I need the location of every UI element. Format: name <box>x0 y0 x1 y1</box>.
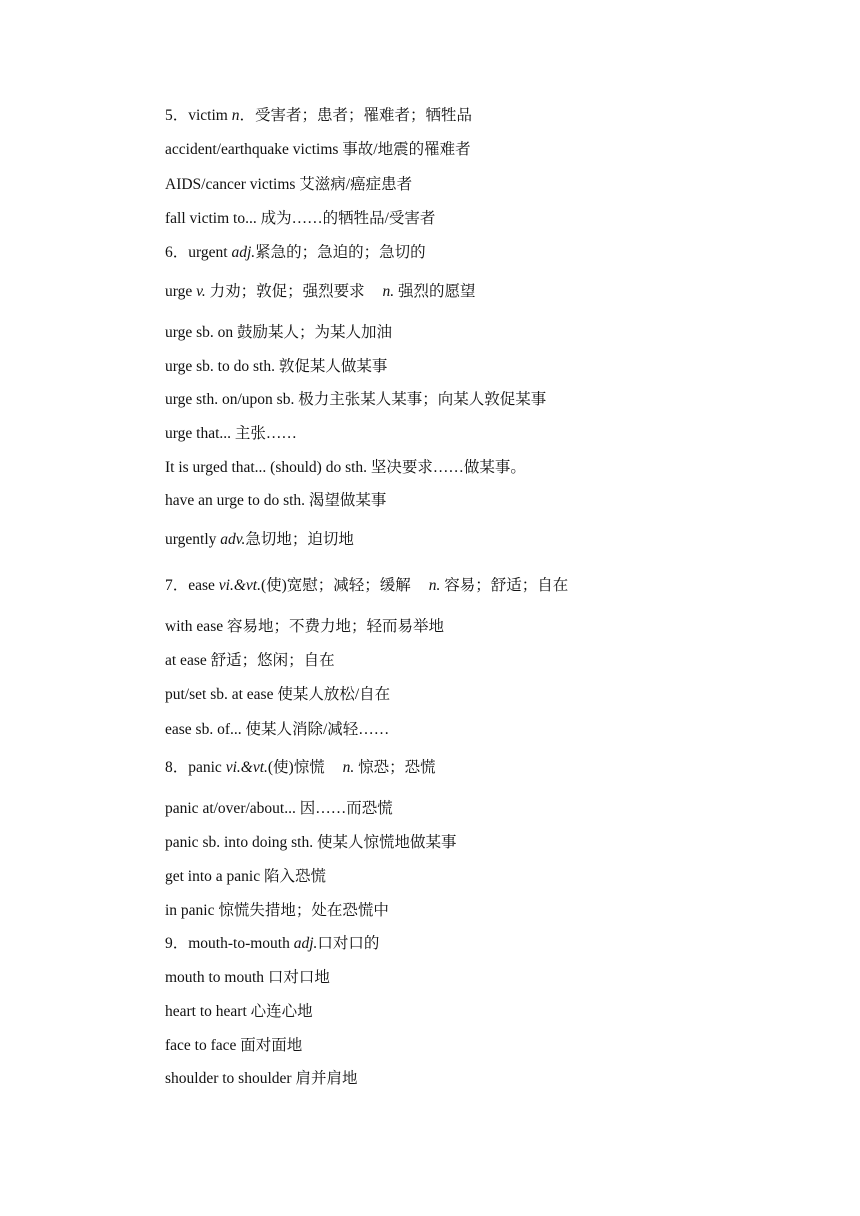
part-of-speech: adj. <box>231 244 256 261</box>
definition: 惊恐；恐慌 <box>358 759 436 776</box>
related-word: urgently <box>165 531 217 548</box>
example-line: in panic 惊慌失措地；处在恐慌中 <box>165 902 389 919</box>
definition: 容易；舒适；自在 <box>444 577 569 594</box>
entry-urgent-heading <box>165 242 426 264</box>
entry-ease-heading <box>165 575 568 597</box>
entry-panic-heading <box>165 757 436 779</box>
part-of-speech: vi.&vt. <box>225 759 268 776</box>
definition: 紧急的；急迫的；急切的 <box>255 244 426 261</box>
example-line: AIDS/cancer victims 艾滋病/癌症患者 <box>165 176 413 193</box>
entry-headword: 6．urgent <box>165 244 228 261</box>
entry-mouth-heading <box>165 933 379 955</box>
part-of-speech: n. <box>342 759 355 776</box>
part-of-speech: n. <box>428 577 441 594</box>
definition: 力劝；敦促；强烈要求 <box>209 283 365 300</box>
example-line: get into a panic 陷入恐慌 <box>165 868 326 885</box>
part-of-speech: n. <box>382 283 395 300</box>
example-line: urge that... 主张…… <box>165 425 297 442</box>
entry-victim-heading <box>165 105 472 127</box>
definition: 口对口的 <box>317 935 380 952</box>
example-line: ease sb. of... 使某人消除/减轻…… <box>165 721 390 738</box>
example-line: urge sth. on/upon sb. 极力主张某人某事；向某人敦促某事 <box>165 391 547 408</box>
part-of-speech: vi.&vt. <box>218 577 261 594</box>
adverb-line <box>165 529 354 551</box>
example-line: put/set sb. at ease 使某人放松/自在 <box>165 686 391 703</box>
entry-headword: 5．victim <box>165 107 228 124</box>
example-line: heart to heart 心连心地 <box>165 1003 313 1020</box>
example-line: panic at/over/about... 因……而恐慌 <box>165 800 393 817</box>
related-word: urge <box>165 283 193 300</box>
definition: (使)惊慌 <box>267 759 325 776</box>
example-line: shoulder to shoulder 肩并肩地 <box>165 1070 358 1087</box>
example-line: face to face 面对面地 <box>165 1037 303 1054</box>
example-line: fall victim to... 成为……的牺牲品/受害者 <box>165 210 436 227</box>
part-of-speech: adv. <box>220 531 246 548</box>
definition: 急切地；迫切地 <box>245 531 354 548</box>
example-line: urge sb. to do sth. 敦促某人做某事 <box>165 358 388 375</box>
example-line: urge sb. on 鼓励某人；为某人加油 <box>165 324 393 341</box>
example-line: panic sb. into doing sth. 使某人惊慌地做某事 <box>165 834 457 851</box>
entry-headword: 8．panic <box>165 759 222 776</box>
entry-headword: 7．ease <box>165 577 215 594</box>
definition: 强烈的愿望 <box>398 283 476 300</box>
part-of-speech: adj. <box>293 935 318 952</box>
example-line: with ease 容易地；不费力地；轻而易举地 <box>165 618 444 635</box>
part-of-speech: v. <box>196 283 206 300</box>
part-of-speech: n <box>231 107 240 124</box>
urge-definition-line <box>165 281 476 303</box>
example-line: at ease 舒适；悠闲；自在 <box>165 652 335 669</box>
definition: ．受害者；患者；罹难者；牺牲品 <box>239 107 472 124</box>
example-line: It is urged that... (should) do sth. 坚决要求……做某事。 <box>165 459 526 476</box>
definition: (使)宽慰；减轻；缓解 <box>260 577 411 594</box>
entry-headword: 9．mouth-to-mouth <box>165 935 290 952</box>
example-line: have an urge to do sth. 渴望做某事 <box>165 492 387 509</box>
example-line: accident/earthquake victims 事故/地震的罹难者 <box>165 141 471 158</box>
example-line: mouth to mouth 口对口地 <box>165 969 330 986</box>
